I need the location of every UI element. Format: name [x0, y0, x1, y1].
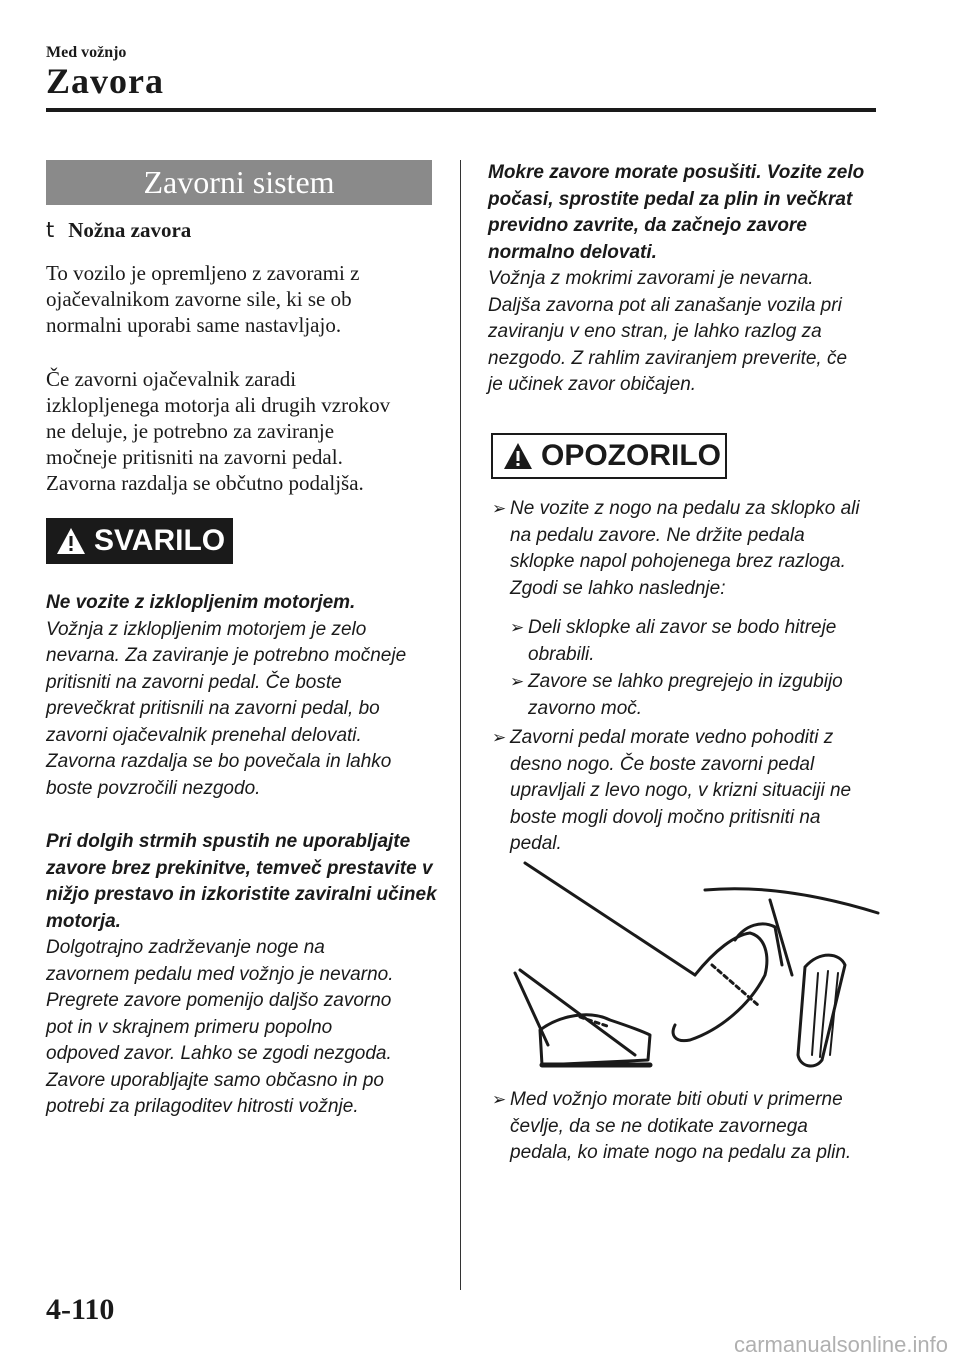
warning-box — [46, 518, 233, 564]
text-line: normalni uporabi same nastavljajo. — [46, 313, 342, 337]
warning-heading: zavore brez prekinitve, temveč prestavite v — [46, 857, 433, 879]
pedal-illustration — [500, 855, 885, 1080]
text-line: Vožnja z izklopljenim motorjem je zelo — [46, 618, 367, 640]
text-line: Vožnja z mokrimi zavorami je nevarna. — [488, 268, 814, 289]
text-line: pedal. — [510, 833, 562, 854]
section-banner: Zavorni sistem — [46, 160, 432, 205]
text-line: pedala, ko imate nogo na pedalu za plin. — [510, 1142, 852, 1163]
page-number: 4-110 — [46, 1293, 115, 1326]
text-line: Deli sklopke ali zavor se bodo hitreje — [528, 617, 837, 638]
text-line: ne deluje, je potrebno za zaviranje — [46, 419, 335, 443]
arrow-bullet-icon: ➢ — [510, 672, 525, 692]
arrow-bullet-icon: ➢ — [492, 499, 507, 519]
warning-heading: normalno delovati. — [488, 241, 657, 263]
warning-heading: previdno zavrite, da začnejo zavore — [488, 215, 807, 236]
warning-heading: nižjo prestavo in izkoristite zaviralni učinek — [46, 884, 437, 905]
caution-label: OPOZORILO — [541, 439, 721, 472]
text-line: zavornem pedalu med vožnjo je nevarno. — [46, 963, 394, 985]
paragraph-engine-off — [46, 366, 446, 496]
text-line: Zavore uporabljajte samo občasno in po — [46, 1069, 384, 1091]
text-line: Zavore se lahko pregrejejo in izgubijo — [528, 671, 843, 692]
warning-heading: motorja. — [46, 910, 121, 932]
text-line: izklopljenega motorja ali drugih vzrokov — [46, 393, 391, 417]
right-shoe — [673, 933, 767, 1041]
paragraph-booster — [46, 260, 446, 338]
text-line: upravljali z levo nogo, v krizni situaciji ne — [510, 780, 852, 801]
section-label: Med vožnjo — [46, 44, 127, 61]
text-line: nevarna. Za zaviranje je potrebno močneje — [46, 645, 407, 666]
warning-triangle-icon — [503, 442, 533, 470]
text-line: potrebi za prilagoditev hitrosti vožnje. — [46, 1096, 359, 1117]
text-line: Zavorni pedal morate vedno pohoditi z — [510, 727, 834, 748]
caution-box — [491, 433, 727, 479]
text-line: Med vožnjo morate biti obuti v primerne — [510, 1089, 843, 1110]
text-line: prevečkrat pritisnili na zavorni pedal, bo — [46, 698, 380, 719]
arrow-bullet-icon: ➢ — [492, 728, 507, 748]
text-line: pritisniti na zavorni pedal. Če boste — [46, 671, 342, 693]
list-item — [492, 1087, 882, 1167]
text-line: Daljša zavorna pot ali zanašanje vozila pri — [488, 294, 842, 316]
text-line: pot in v skrajnem primeru popolno — [46, 1016, 333, 1038]
warning-label: SVARILO — [94, 524, 226, 557]
warning-heading: Mokre zavore morate posušiti. Vozite zelo — [488, 162, 865, 183]
watermark: carmanualsonline.info — [733, 1332, 948, 1357]
header-divider — [46, 108, 876, 112]
subheading — [46, 218, 191, 243]
text-line: Dolgotrajno zadrževanje noge na — [46, 937, 325, 958]
text-line: boste mogli dovolj močno pritisniti na — [510, 806, 821, 828]
brake-pedal — [735, 924, 782, 965]
column-divider — [460, 160, 461, 1290]
arrow-bullet-icon: ➢ — [492, 1090, 507, 1110]
trouser-lower-edge — [520, 970, 635, 1055]
warning-heading: Pri dolgih strmih spustih ne uporabljajte — [46, 831, 411, 852]
text-line: desno nogo. Če boste zavorni pedal — [510, 753, 815, 775]
text-line: Pregrete zavore pomenijo daljšo zavorno — [46, 990, 392, 1011]
left-leg-edge — [515, 973, 548, 1045]
text-line: odpoved zavor. Lahko se zgodi nezgoda. — [46, 1043, 392, 1064]
warning-heading: počasi, sprostite pedal za plin in večkrat — [488, 188, 853, 210]
warning-engine-off — [46, 590, 446, 802]
warning-wet-brakes — [488, 160, 888, 399]
arrow-bullet-icon: ➢ — [510, 618, 525, 638]
warning-descent — [46, 829, 446, 1121]
text-line: je učinek zavor običajen. — [488, 374, 697, 395]
text-line: zavorni ojačevalnik prenehal delovati. — [46, 724, 362, 746]
subheading-bullet: t — [46, 218, 55, 242]
text-line: Zavorna razdalja se bo povečala in lahko — [46, 751, 392, 772]
text-line: Zgodi se lahko naslednje: — [510, 577, 726, 599]
subheading-text: Nožna zavora — [68, 218, 192, 242]
text-line: čevlje, da se ne dotikate zavornega — [510, 1115, 808, 1137]
text-line: zaviranju v eno stran, je lahko razlog za — [488, 321, 822, 342]
text-line: Če zavorni ojačevalnik zaradi — [46, 367, 297, 391]
text-line: Ne vozite z nogo na pedalu za sklopko ali — [510, 498, 860, 519]
text-line: zavorno moč. — [528, 697, 643, 719]
page-title: Zavora — [46, 61, 164, 101]
list-item — [510, 669, 880, 722]
text-line: boste povzročili nezgodo. — [46, 777, 261, 799]
list-item — [492, 725, 882, 858]
text-line: To vozilo je opremljeno z zavorami z — [46, 261, 360, 285]
warning-triangle-icon — [56, 527, 86, 555]
text-line: sklopke napol pohojenega brez razloga. — [510, 551, 846, 572]
list-item — [492, 496, 882, 602]
shoe-laces — [712, 965, 758, 1005]
text-line: ojačevalnikom zavorne sile, ki se ob — [46, 287, 352, 311]
trouser-top-edge — [525, 863, 695, 975]
text-line: močneje pritisniti na zavorni pedal. — [46, 445, 343, 469]
warning-heading: Ne vozite z izklopljenim motorjem. — [46, 592, 356, 613]
text-line: obrabili. — [528, 643, 595, 665]
text-line: na pedalu zavore. Ne držite pedala — [510, 524, 805, 546]
list-item — [510, 615, 880, 668]
text-line: nezgodo. Z rahlim zaviranjem preverite, če — [488, 347, 848, 369]
pedal-arm-line — [705, 889, 878, 913]
text-line: Zavorna razdalja se občutno podaljša. — [46, 471, 364, 495]
